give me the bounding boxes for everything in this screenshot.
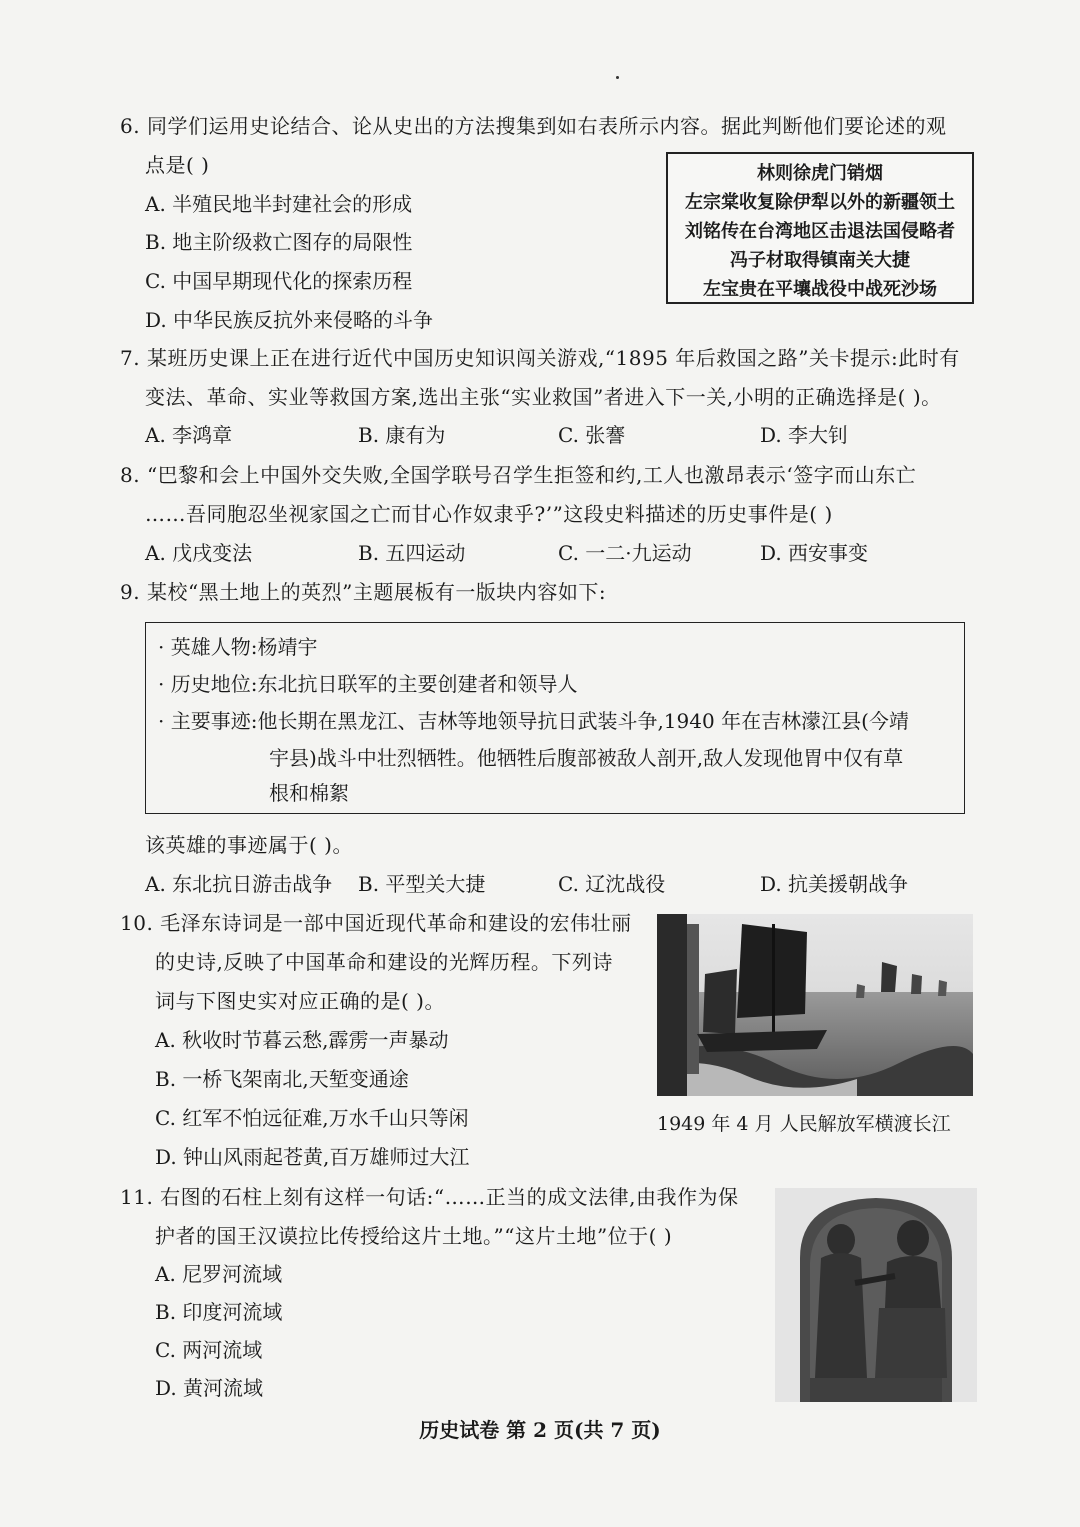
q10-stem-line2: 的史诗,反映了中国革命和建设的光辉历程。下列诗 bbox=[155, 950, 613, 974]
q10-option-c: C. 红军不怕远征难,万水千山只等闲 bbox=[155, 1106, 469, 1130]
q10-photo-caption: 1949 年 4 月 人民解放军横渡长江 bbox=[657, 1113, 951, 1135]
q9-option-a: A. 东北抗日游击战争 bbox=[145, 872, 333, 896]
q6-box-line4: 冯子材取得镇南关大捷 bbox=[730, 250, 910, 271]
q6-option-c: C. 中国早期现代化的探索历程 bbox=[145, 269, 413, 293]
q7-option-d: D. 李大钊 bbox=[760, 423, 849, 447]
q9-option-b: B. 平型关大捷 bbox=[358, 872, 486, 896]
q10-option-b: B. 一桥飞架南北,天堑变通途 bbox=[155, 1067, 409, 1091]
q6-option-a: A. 半殖民地半封建社会的形成 bbox=[145, 192, 413, 216]
q9-stem-line1: 9. 某校“黑土地上的英烈”主题展板有一版块内容如下: bbox=[120, 580, 607, 604]
q6-option-b: B. 地主阶级救亡图存的局限性 bbox=[145, 230, 413, 254]
q6-stem-line2: 点是( ) bbox=[145, 153, 210, 177]
q11-option-a: A. 尼罗河流域 bbox=[155, 1262, 283, 1286]
q6-box-line5: 左宝贵在平壤战役中战死沙场 bbox=[703, 279, 937, 300]
q8-option-b: B. 五四运动 bbox=[358, 541, 466, 565]
q10-stem-line3: 词与下图史实对应正确的是( )。 bbox=[155, 989, 445, 1013]
q10-option-a: A. 秋收时节暮云愁,霹雳一声暴动 bbox=[155, 1028, 449, 1052]
q9-option-c: C. 辽沈战役 bbox=[558, 872, 666, 896]
hammurabi-stele-photo bbox=[775, 1188, 977, 1402]
q6-box-line1: 林则徐虎门销烟 bbox=[757, 163, 883, 184]
q9-box-row1: · 英雄人物:杨靖宇 bbox=[158, 635, 318, 659]
q9-box-row5: 根和棉絮 bbox=[269, 781, 349, 805]
q11-option-b: B. 印度河流域 bbox=[155, 1300, 283, 1324]
q9-exhibit-box bbox=[145, 622, 965, 814]
q8-option-d: D. 西安事变 bbox=[760, 541, 869, 565]
q7-option-b: B. 康有为 bbox=[358, 423, 446, 447]
q6-box-line3: 刘铭传在台湾地区击退法国侵略者 bbox=[685, 221, 955, 242]
q6-source-box bbox=[666, 152, 974, 304]
q9-box-row3: · 主要事迹:他长期在黑龙江、吉林等地领导抗日武装斗争,1940 年在吉林濛江县(今靖 bbox=[158, 709, 909, 733]
q10-stem-line1: 10. 毛泽东诗词是一部中国近现代革命和建设的宏伟壮丽 bbox=[120, 911, 632, 935]
q8-stem-line1: 8. “巴黎和会上中国外交失败,全国学联号召学生拒签和约,工人也激昂表示‘签字而山东亡 bbox=[120, 463, 917, 487]
q7-stem-line1: 7. 某班历史课上正在进行近代中国历史知识闯关游戏,“1895 年后救国之路”关卡提示:此时有 bbox=[120, 346, 960, 370]
q8-option-a: A. 戊戌变法 bbox=[145, 541, 253, 565]
q11-option-d: D. 黄河流域 bbox=[155, 1376, 264, 1400]
q6-option-d: D. 中华民族反抗外来侵略的斗争 bbox=[145, 308, 434, 332]
q9-stem-line2: 该英雄的事迹属于( )。 bbox=[145, 833, 353, 857]
q7-stem-line2: 变法、革命、实业等救国方案,选出主张“实业救国”者进入下一关,小明的正确选择是( )。 bbox=[145, 385, 942, 409]
q6-box-line2: 左宗棠收复除伊犁以外的新疆领土 bbox=[685, 192, 955, 213]
q8-stem-line2: ……吾同胞忍坐视家国之亡而甘心作奴隶乎?’”这段史料描述的历史事件是( ) bbox=[145, 502, 833, 526]
scan-speck bbox=[616, 76, 619, 79]
q11-stem-line1: 11. 右图的石柱上刻有这样一句话:“……正当的成文法律,由我作为保 bbox=[120, 1185, 739, 1209]
q7-option-a: A. 李鸿章 bbox=[145, 423, 233, 447]
q8-option-c: C. 一二·九运动 bbox=[558, 541, 692, 565]
q11-stem-line2: 护者的国王汉谟拉比传授给这片土地。”“这片土地”位于( ) bbox=[155, 1224, 673, 1248]
q9-box-row4: 宇县)战斗中壮烈牺牲。他牺牲后腹部被敌人剖开,敌人发现他胃中仅有草 bbox=[269, 746, 904, 770]
q9-box-row2: · 历史地位:东北抗日联军的主要创建者和领导人 bbox=[158, 672, 578, 696]
q7-option-c: C. 张謇 bbox=[558, 423, 626, 447]
page-footer: 历史试卷 第 2 页(共 7 页) bbox=[419, 1418, 661, 1442]
river-crossing-photo bbox=[657, 914, 973, 1096]
q9-option-d: D. 抗美援朝战争 bbox=[760, 872, 909, 896]
q11-option-c: C. 两河流域 bbox=[155, 1338, 263, 1362]
q10-option-d: D. 钟山风雨起苍黄,百万雄师过大江 bbox=[155, 1145, 470, 1169]
q6-stem-line1: 6. 同学们运用史论结合、论从史出的方法搜集到如右表所示内容。据此判断他们要论述的观 bbox=[120, 114, 947, 138]
